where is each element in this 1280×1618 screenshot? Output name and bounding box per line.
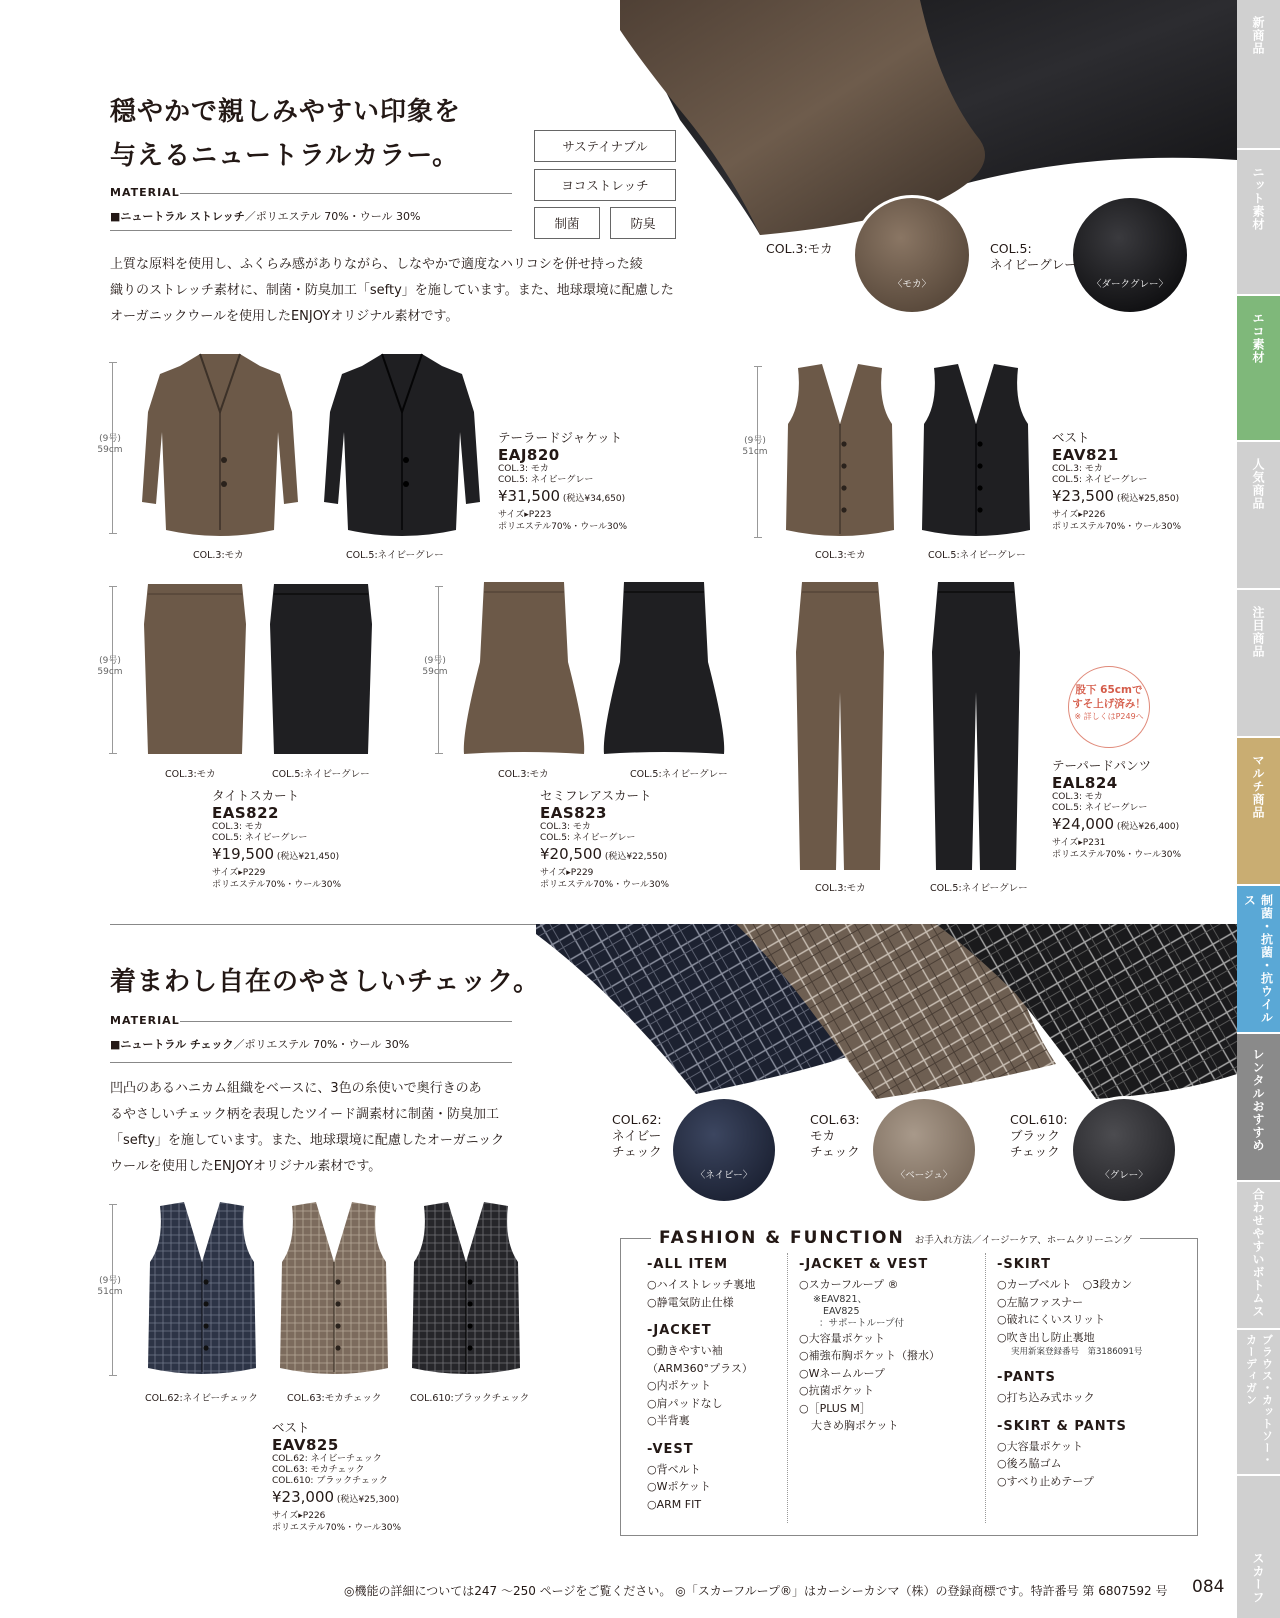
check-vest-navy-image xyxy=(146,1202,258,1378)
section2-description: 凹凸のあるハニカム組織をベースに、3色の糸使いで奥行きのあ るやさしいチェック柄を表現したツイード調素材に制菌・防臭加工 「sefty」を施しています。また、地球環境に配慮したオーガニック ウールを使用したENJOYオリジナル素材です。 xyxy=(110,1081,505,1174)
sidebar-tab-knit[interactable]: ニット素材 xyxy=(1251,166,1265,231)
tight-skirt-caption-moka: COL.3:モカ xyxy=(165,769,216,780)
section2-material-label: MATERIAL xyxy=(110,1014,180,1027)
tag-sustainable: サステイナブル xyxy=(534,130,676,162)
sidebar-tab-new[interactable]: 新商品 xyxy=(1251,16,1265,55)
sidebar-tab-rental[interactable]: レンタルおすすめ xyxy=(1237,1034,1280,1180)
ff-column-3: -SKIRT ○カーブベルト ○3段カン ○左脇ファスナー ○破れにくいスリット ○吹き出し防止裏地 実用新案登録番号 第3186091号 -PANTS ○打ち込み式ホック -SKIRT & PANTS ○大容量ポケット ○後ろ脇ゴム ○すべり止めテープ xyxy=(997,1257,1143,1488)
swatch-caption-black-check: COL.610: ブラック チェック xyxy=(1010,1112,1068,1159)
check-vest-moka-image xyxy=(278,1202,390,1378)
sidebar-tab-bottoms[interactable]: 合わせやすいボトムス xyxy=(1251,1188,1265,1318)
swatch-caption-moka-check: COL.63: モカ チェック xyxy=(810,1112,860,1159)
page-number: 084 xyxy=(1192,1577,1225,1597)
vest-navy-grey-image xyxy=(920,364,1032,540)
section2-material-rule xyxy=(180,1021,512,1022)
sidebar-tab-featured[interactable]: 注目商品 xyxy=(1251,606,1265,658)
section1-description: 上質な原料を使用し、ふくらみ感がありながら、しなやかで適度なハリコシを併せ持った綾 織りのストレッチ素材に、制菌・防臭加工「sefty」を施しています。また、地球環境に配慮した オーガニックウールを使用したENJOYオリジナル素材です。 xyxy=(110,257,674,324)
flare-skirt-moka-image xyxy=(462,582,586,756)
swatch-caption-navy-grey: COL.5: ネイビーグレー xyxy=(990,241,1077,272)
tight-skirt-caption-navy-grey: COL.5:ネイビーグレー xyxy=(272,769,370,780)
section1-material-rule xyxy=(180,193,512,194)
jacket-caption-moka: COL.3:モカ xyxy=(193,550,244,561)
tag-deodorant: 防臭 xyxy=(610,207,676,239)
tight-skirt-dimension: (9号) 59cm xyxy=(97,656,123,677)
pants-navy-grey-image xyxy=(928,582,1024,872)
vest-info: ベスト EAV821 COL.3: モカ COL.5: ネイビーグレー ¥23,500 (税込¥25,850) サイズ▸P226 ポリエステル70%・ウール30% xyxy=(1052,430,1182,532)
check-vest-info: ベスト EAV825 COL.62: ネイビーチェック COL.63: モカチェック COL.610: ブラックチェック ¥23,000 (税込¥25,300) サイズ▸P226 ポリエステル70%・ウール30% xyxy=(272,1420,402,1533)
tag-antibacterial: 制菌 xyxy=(534,207,600,239)
sidebar-tab-scarf[interactable]: スカーフ xyxy=(1251,1552,1265,1604)
swatch-moka: 〈モカ〉 xyxy=(852,195,972,315)
section2-material-spec: ■ニュートラル チェック／ポリエステル 70%・ウール 30% xyxy=(110,1038,410,1051)
tight-skirt-navy-grey-image xyxy=(268,584,374,756)
swatch-beige-check: 〈ベージュ〉 xyxy=(870,1096,978,1204)
sidebar-tab-antibacterial[interactable]: 制菌・抗菌・抗ウイルス xyxy=(1237,886,1280,1032)
fashion-function-title: FASHION & FUNCTION お手入れ方法／イージーケア、ホームクリーニング xyxy=(651,1228,1140,1248)
swatch-dark-grey: 〈ダークグレー〉 xyxy=(1070,195,1190,315)
footer-note: ◎機能の詳細については247 〜250 ページをご覧ください。 ◎「スカーフループ®」はカーシーカシマ（株）の登録商標です。特許番号 第 6807592 号 xyxy=(344,1584,1168,1598)
swatch-caption-navy-check: COL.62: ネイビー チェック xyxy=(612,1112,662,1159)
vest-caption-moka: COL.3:モカ xyxy=(815,550,866,561)
section2-heading: 着まわし自在のやさしいチェック。 xyxy=(110,967,541,997)
vest-caption-navy-grey: COL.5:ネイビーグレー xyxy=(928,550,1026,561)
check-vest-black-image xyxy=(410,1202,522,1378)
section1-heading: 穏やかで親しみやすい印象を 与えるニュートラルカラー。 xyxy=(110,97,462,171)
jacket-info: テーラードジャケット EAJ820 COL.3: モカ COL.5: ネイビーグレー ¥31,500 (税込¥34,650) サイズ▸P223 ポリエステル70%・ウール30% xyxy=(498,430,628,532)
flare-skirt-dimension: (9号) 59cm xyxy=(422,656,448,677)
ff-divider-2 xyxy=(985,1253,986,1523)
pants-caption-moka: COL.3:モカ xyxy=(815,883,866,894)
flare-skirt-caption-navy-grey: COL.5:ネイビーグレー xyxy=(630,769,728,780)
swatch-navy-check: 〈ネイビー〉 xyxy=(670,1096,778,1204)
section1-material-spec: ■ニュートラル ストレッチ／ポリエステル 70%・ウール 30% xyxy=(110,210,421,223)
pants-info: テーパードパンツ EAL824 COL.3: モカ COL.5: ネイビーグレー ¥24,000 (税込¥26,400) サイズ▸P231 ポリエステル70%・ウール30% xyxy=(1052,758,1182,860)
tight-skirt-moka-image xyxy=(142,584,248,756)
sidebar-tab-blouse[interactable]: ブラウス・カットソー・カーディガン xyxy=(1244,1334,1274,1466)
sidebar-tab-multi[interactable]: マルチ商品 xyxy=(1237,738,1280,884)
swatch-caption-moka: COL.3:モカ xyxy=(766,241,833,256)
jacket-navy-grey-image xyxy=(320,352,484,542)
vest-moka-image xyxy=(784,364,896,540)
swatch-grey-check: 〈グレー〉 xyxy=(1070,1096,1178,1204)
sidebar xyxy=(1237,0,1280,1618)
section1-material-label: MATERIAL xyxy=(110,186,180,199)
flare-skirt-caption-moka: COL.3:モカ xyxy=(498,769,549,780)
tag-horizontal-stretch: ヨコストレッチ xyxy=(534,169,676,201)
ff-column-2: -JACKET & VEST ○スカーフループ ® ※EAV821、 EAV825 ：サポートループ付 ○大容量ポケット ○補強布胸ポケット（撥水） ○Wネームループ ○抗菌ポケット ○［PLUS M］ 大きめ胸ポケット xyxy=(799,1257,941,1432)
section1-material-rule2 xyxy=(110,230,512,231)
tight-skirt-info: タイトスカート EAS822 COL.3: モカ COL.5: ネイビーグレー ¥19,500 (税込¥21,450) サイズ▸P229 ポリエステル70%・ウール30% xyxy=(212,788,342,890)
section-divider xyxy=(110,924,540,925)
flare-skirt-info: セミフレアスカート EAS823 COL.3: モカ COL.5: ネイビーグレー ¥20,500 (税込¥22,550) サイズ▸P229 ポリエステル70%・ウール30% xyxy=(540,788,670,890)
pants-caption-navy-grey: COL.5:ネイビーグレー xyxy=(930,883,1028,894)
sidebar-tab-popular[interactable]: 人気商品 xyxy=(1251,458,1265,510)
jacket-dimension: (9号) 59cm xyxy=(97,434,123,455)
flare-skirt-navy-grey-image xyxy=(602,582,726,756)
check-vest-caption-navy: COL.62:ネイビーチェック xyxy=(145,1393,258,1404)
ff-divider-1 xyxy=(787,1253,788,1523)
check-vest-caption-black: COL.610:ブラックチェック xyxy=(410,1393,530,1404)
check-vest-caption-moka: COL.63:モカチェック xyxy=(287,1393,382,1404)
section2-material-rule2 xyxy=(110,1062,512,1063)
ff-column-1: -ALL ITEM ○ハイストレッチ裏地 ○静電気防止仕様 -JACKET ○動きやすい袖 （ARM360°プラス） ○内ポケット ○肩パッドなし ○半背裏 -VEST ○背ベルト ○Wポケット ○ARM FIT xyxy=(647,1257,756,1511)
pants-hem-callout: 股下 65cmで すそ上げ済み！ ※ 詳しくはP249へ xyxy=(1068,666,1150,748)
check-vest-dimension: (9号) 51cm xyxy=(97,1276,123,1297)
jacket-caption-navy-grey: COL.5:ネイビーグレー xyxy=(346,550,444,561)
jacket-moka-image xyxy=(138,352,302,542)
vest-dimension: (9号) 51cm xyxy=(742,436,768,457)
fashion-function-box xyxy=(620,1228,1198,1536)
sidebar-tab-eco[interactable]: エコ素材 xyxy=(1237,296,1280,440)
pants-moka-image xyxy=(792,582,888,872)
